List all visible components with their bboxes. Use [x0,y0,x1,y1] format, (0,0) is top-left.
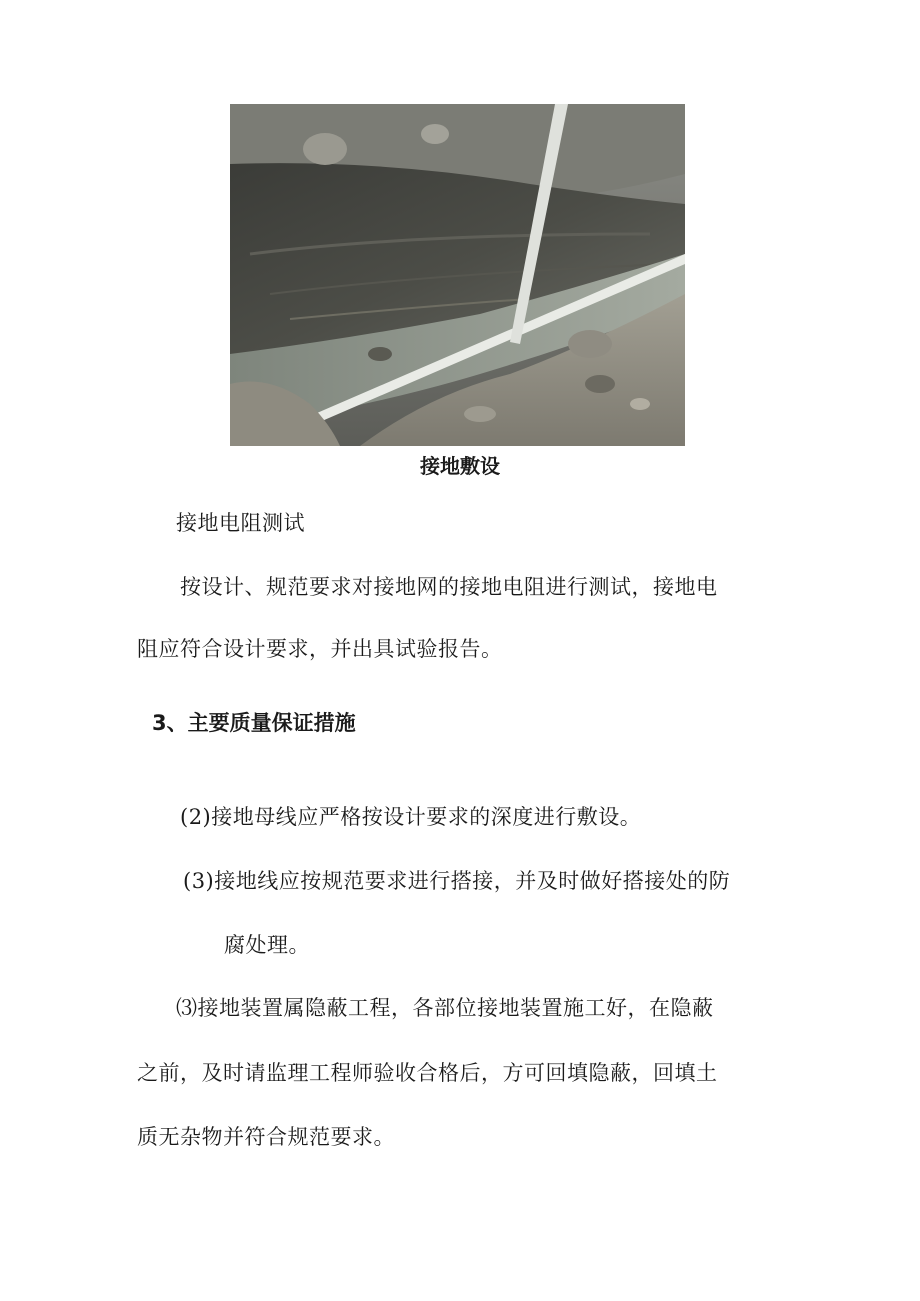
list-item: (2)接地母线应严格按设计要求的深度进行敷设。 [180,805,642,829]
list-item-continuation: 腐处理。 [224,933,310,957]
paragraph-line: 阻应符合设计要求，并出具试验报告。 [137,637,503,661]
trench-photo [230,104,685,446]
trench-photo-illustration [230,104,685,446]
section-heading: 3、主要质量保证措施 [152,711,356,735]
paragraph-line: 按设计、规范要求对接地网的接地电阻进行测试，接地电 [180,575,718,599]
figure-caption: 接地敷设 [420,454,500,478]
section-label: 接地电阻测试 [176,511,305,535]
list-item-continuation: 质无杂物并符合规范要求。 [137,1125,395,1149]
list-item: (3)接地线应按规范要求进行搭接，并及时做好搭接处的防 [183,869,731,893]
list-item: ⑶接地装置属隐蔽工程，各部位接地装置施工好，在隐蔽 [176,996,714,1020]
list-item-continuation: 之前，及时请监理工程师验收合格后，方可回填隐蔽，回填土 [137,1061,718,1085]
